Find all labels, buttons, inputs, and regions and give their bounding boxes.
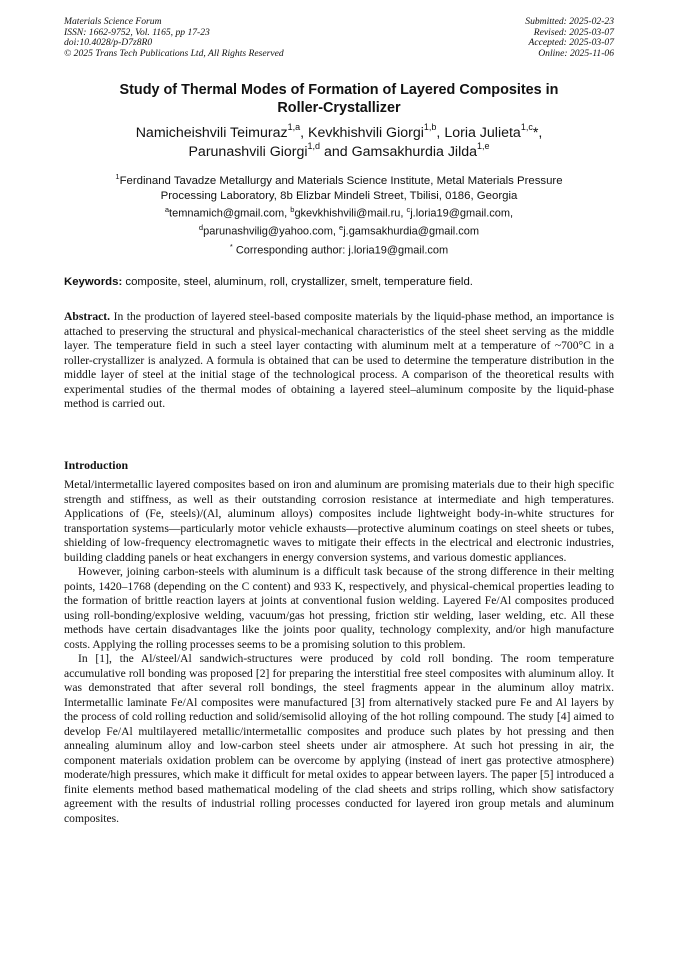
email-address[interactable]: temnamich@gmail.com — [169, 207, 285, 220]
title-line-1: Study of Thermal Modes of Formation of Layered Composites in — [119, 82, 559, 98]
date-submitted: Submitted: 2025-02-23 — [525, 16, 614, 27]
author-affiliation-marker: 1,c — [520, 122, 533, 133]
author-name: Kevkhishvili Giorgi — [308, 125, 424, 141]
email-separator: , — [400, 207, 407, 220]
author-name: Parunashvili Giorgi — [188, 144, 308, 160]
author-affiliation-marker: 1,e — [477, 141, 490, 152]
author-affiliation-marker: 1,d — [307, 141, 321, 152]
author-separator: , — [436, 125, 445, 141]
email-marker: a — [164, 205, 170, 214]
affiliation-marker: 1 — [115, 172, 120, 181]
email-address[interactable]: j.loria19@gmail.com — [410, 207, 511, 220]
email-marker: b — [290, 205, 295, 214]
paragraph: However, joining carbon-steels with aluminum is a difficult task because of the strong difference in their melting points, 1420–1768 (depending on the C content) and 933 K, respectively, and physical-chemical properties leading to the formation of brittle reaction layers at joints at conventional fusion welding. Layered Fe/Al composites produced using roll-bonding/explosive welding, vacuum/gas hot pressing, friction stir welding, laser welding, etc. All these methods have certain disadvantages like the joints poor quality, technology complexity, and/or high manufacture costs. Applying the rolling processes seems to be a promising solution to this problem. — [64, 565, 614, 651]
author-emails — [64, 203, 614, 239]
corresponding-author — [64, 240, 614, 258]
author-affiliation-marker: 1,b — [423, 122, 437, 133]
email-separator: , — [510, 207, 514, 220]
author-separator: , — [300, 125, 308, 141]
journal-name: Materials Science Forum — [64, 16, 162, 27]
corresponding-author-text: Corresponding author: j.loria19@gmail.com — [235, 244, 449, 257]
journal-doi: doi:10.4028/p-D7z8R0 — [64, 37, 153, 49]
email-separator: , — [284, 207, 291, 220]
email-address[interactable]: parunashvilig@yahoo.com — [203, 225, 333, 238]
journal-info — [64, 17, 284, 59]
paragraph: Metal/intermetallic layered composites based on iron and aluminum are promising materials due to their high specific strength and stiffness, as well as their outstanding corrosion resistance at intermediate and high temperatures. Applications of (Fe, steels)/(Al, aluminum alloys) composites include lightweight body-in-white structures for transportation systems—particularly motor vehicle exhausts—protective aluminum coatings on steel sheets or tubes, shielding of low-frequency electromagnetic waves to mitigate their effects in the electrical and electronic industries, building cladding panels or heat exchangers in energy conversion systems, and various domestic appliances. — [64, 478, 614, 564]
date-online: Online: 2025-11-06 — [538, 47, 614, 59]
author-affiliation-marker: 1,a — [287, 122, 301, 133]
keywords-list: composite, steel, aluminum, roll, crystallizer, smelt, temperature field. — [125, 276, 473, 288]
keywords — [64, 275, 614, 289]
author-separator: *, — [532, 125, 543, 141]
paragraph: In [1], the Al/steel/Al sandwich-structures were produced by cold roll bonding. The room temperature accumulative roll bonding was proposed [2] for preparing the interstitial free steel composites with aluminum alloy. It was demonstrated that after several roll bondings, the steel fragments appear in the aluminum alloy matrix. Intermetallic laminate Fe/Al composites were manufactured [3] from alternatively stacked pure Fe and Al layers by the process of cold rolling reduction and solid/semisolid alloying of the hot rolling compound. The study [4] aimed to develop Fe/Al multilayered metallic/intermetallic composites and produce such plates by hot pressing and then annealing aluminum alloy and low-carbon steel sheets under air atmosphere. At such hot pressing in air, the component materials oxidation problem can be overcome by applying (instead of inert gas protective atmosphere) moderate/high pressures, which make it difficult for metal oxides to appear between layers. The paper [5] introduced a finite elements method based mathematical modeling of the clad sheets and strips rolling, which show satisfactory agreement with the results of industrial rolling processes conducted for layered iron group metals and aluminum composites. — [64, 652, 614, 825]
paper-title — [64, 82, 614, 117]
author-name: Gamsakhurdia Jilda — [351, 144, 478, 160]
title-line-2: Roller-Crystallizer — [277, 99, 401, 116]
author-name: Loria Julieta — [444, 125, 521, 141]
section-heading-introduction: Introduction — [64, 458, 129, 472]
email-separator: , — [332, 225, 340, 238]
author-name: Namicheishvili Teimuraz — [135, 125, 288, 141]
date-accepted: Accepted: 2025-03-07 — [528, 37, 614, 49]
email-marker: c — [406, 205, 411, 214]
abstract-text: In the production of layered steel-based composite materials by the liquid-phase method, an importance is attached to preserving the structural and physical-mechanical characteristics of the steel sheet serving as the middle layer. The temperature field in such a steel layer contacting with aluminum melt at a temperature of ~700°C in a roller-crystallizer is analyzed. A formula is obtained that can be used to determine the temperature distribution in the middle layer of steel at the initial stage of the technological process. A comparison of the theoretical results with experimental studies of the thermal modes of obtaining a layered steel–aluminum composite by the liquid-phase method is carried out. — [64, 310, 614, 410]
corresponding-star: * — [229, 242, 233, 251]
email-address[interactable]: gkevkhishvili@mail.ru — [294, 207, 401, 220]
publication-dates — [525, 17, 614, 59]
abstract — [64, 310, 614, 412]
affiliation-line-2: Processing Laboratory, 8b Elizbar Mindeli Street, Tbilisi, 0186, Georgia — [160, 190, 518, 203]
email-marker: d — [198, 223, 204, 233]
journal-issn: ISSN: 1662-9752, Vol. 1165, pp 17-23 — [64, 26, 210, 38]
abstract-label: Abstract. — [64, 310, 111, 323]
email-marker: e — [339, 223, 344, 233]
date-revised: Revised: 2025-03-07 — [533, 26, 614, 38]
author-separator: and — [320, 144, 352, 160]
affiliation — [64, 169, 614, 205]
introduction-body — [64, 478, 614, 826]
affiliation-line-1: Ferdinand Tavadze Metallurgy and Materials Science Institute, Metal Materials Pressure — [119, 174, 563, 187]
author-list — [64, 124, 614, 162]
email-address[interactable]: j.gamsakhurdia@gmail.com — [343, 225, 480, 238]
journal-copyright: © 2025 Trans Tech Publications Ltd, All Rights Reserved — [64, 47, 284, 59]
keywords-label: Keywords: — [64, 276, 123, 288]
